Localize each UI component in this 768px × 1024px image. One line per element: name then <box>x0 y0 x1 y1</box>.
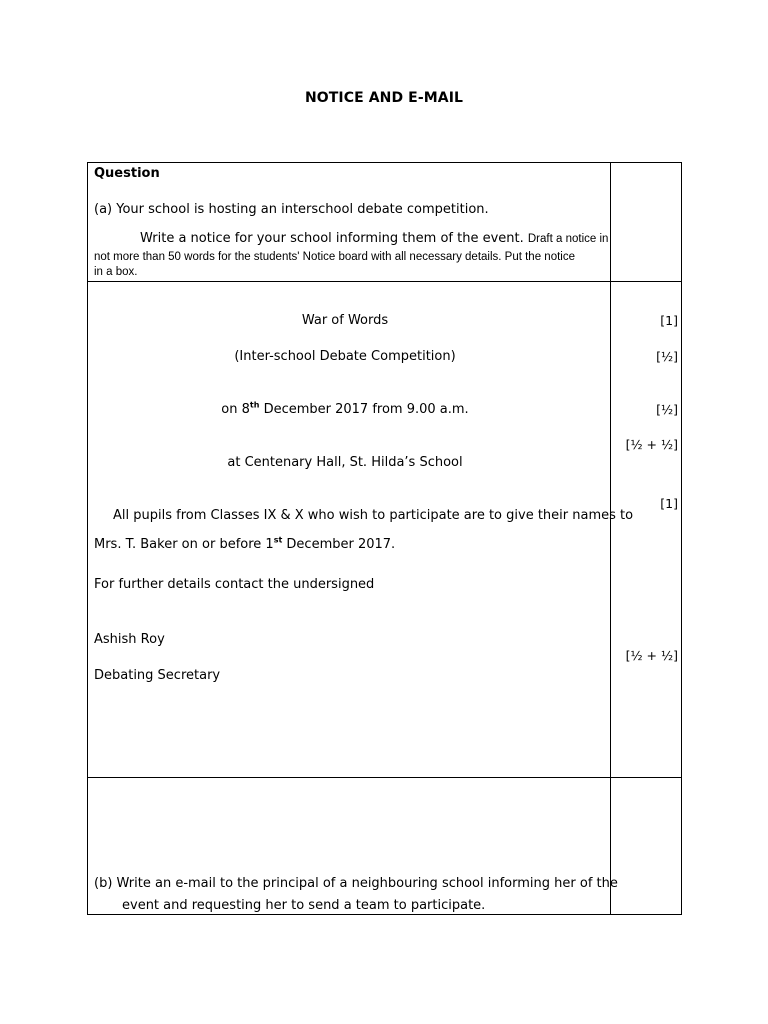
mark-date: [½] <box>656 402 678 417</box>
mark-title: [1] <box>660 313 678 328</box>
notice-date <box>87 402 603 418</box>
question-header: Question <box>94 166 160 181</box>
mark-venue: [½ + ½] <box>625 437 678 452</box>
instruction-rest-1: Draft a notice in <box>527 233 609 245</box>
instruction-lead: Write a notice for your school informing them of the event. <box>140 231 524 246</box>
body-line2-prefix: Mrs. T. Baker on or before 1 <box>94 537 274 552</box>
row-divider-notice <box>87 777 682 778</box>
part-b-line1: (b) Write an e-mail to the principal of a neighbouring school informing her of the <box>94 876 618 891</box>
date-suffix: December 2017 from 9.00 a.m. <box>259 402 469 417</box>
body-line2-sup: st <box>273 535 283 545</box>
question-part-a: (a) Your school is hosting an interschool debate competition. <box>94 202 489 217</box>
body-line2-suffix: December 2017. <box>282 537 396 552</box>
question-instruction-line3: in a box. <box>94 266 138 278</box>
date-sup: th <box>249 400 260 410</box>
signatory-name: Ashish Roy <box>94 632 165 647</box>
page-title: NOTICE AND E-MAIL <box>304 90 464 106</box>
date-prefix: on 8 <box>221 402 250 417</box>
notice-venue: at Centenary Hall, St. Hilda’s School <box>227 455 463 470</box>
notice-body-line2 <box>94 537 395 553</box>
part-b-line2: event and requesting her to send a team to participate. <box>122 898 486 913</box>
mark-body: [1] <box>660 496 678 511</box>
signatory-title: Debating Secretary <box>94 668 221 683</box>
notice-body-line1: All pupils from Classes IX & X who wish to participate are to give their names to <box>113 508 634 523</box>
notice-subtitle: (Inter-school Debate Competition) <box>234 349 456 364</box>
mark-signature: [½ + ½] <box>625 648 678 663</box>
marks-column-divider <box>610 162 611 915</box>
notice-title: War of Words <box>301 313 389 328</box>
row-divider-question <box>87 281 682 282</box>
mark-subtitle: [½] <box>656 349 678 364</box>
question-instruction-line1 <box>140 231 608 247</box>
notice-contact: For further details contact the undersigned <box>94 577 375 592</box>
question-instruction-line2: not more than 50 words for the students' Notice board with all necessary details. Put the notice <box>94 251 575 263</box>
